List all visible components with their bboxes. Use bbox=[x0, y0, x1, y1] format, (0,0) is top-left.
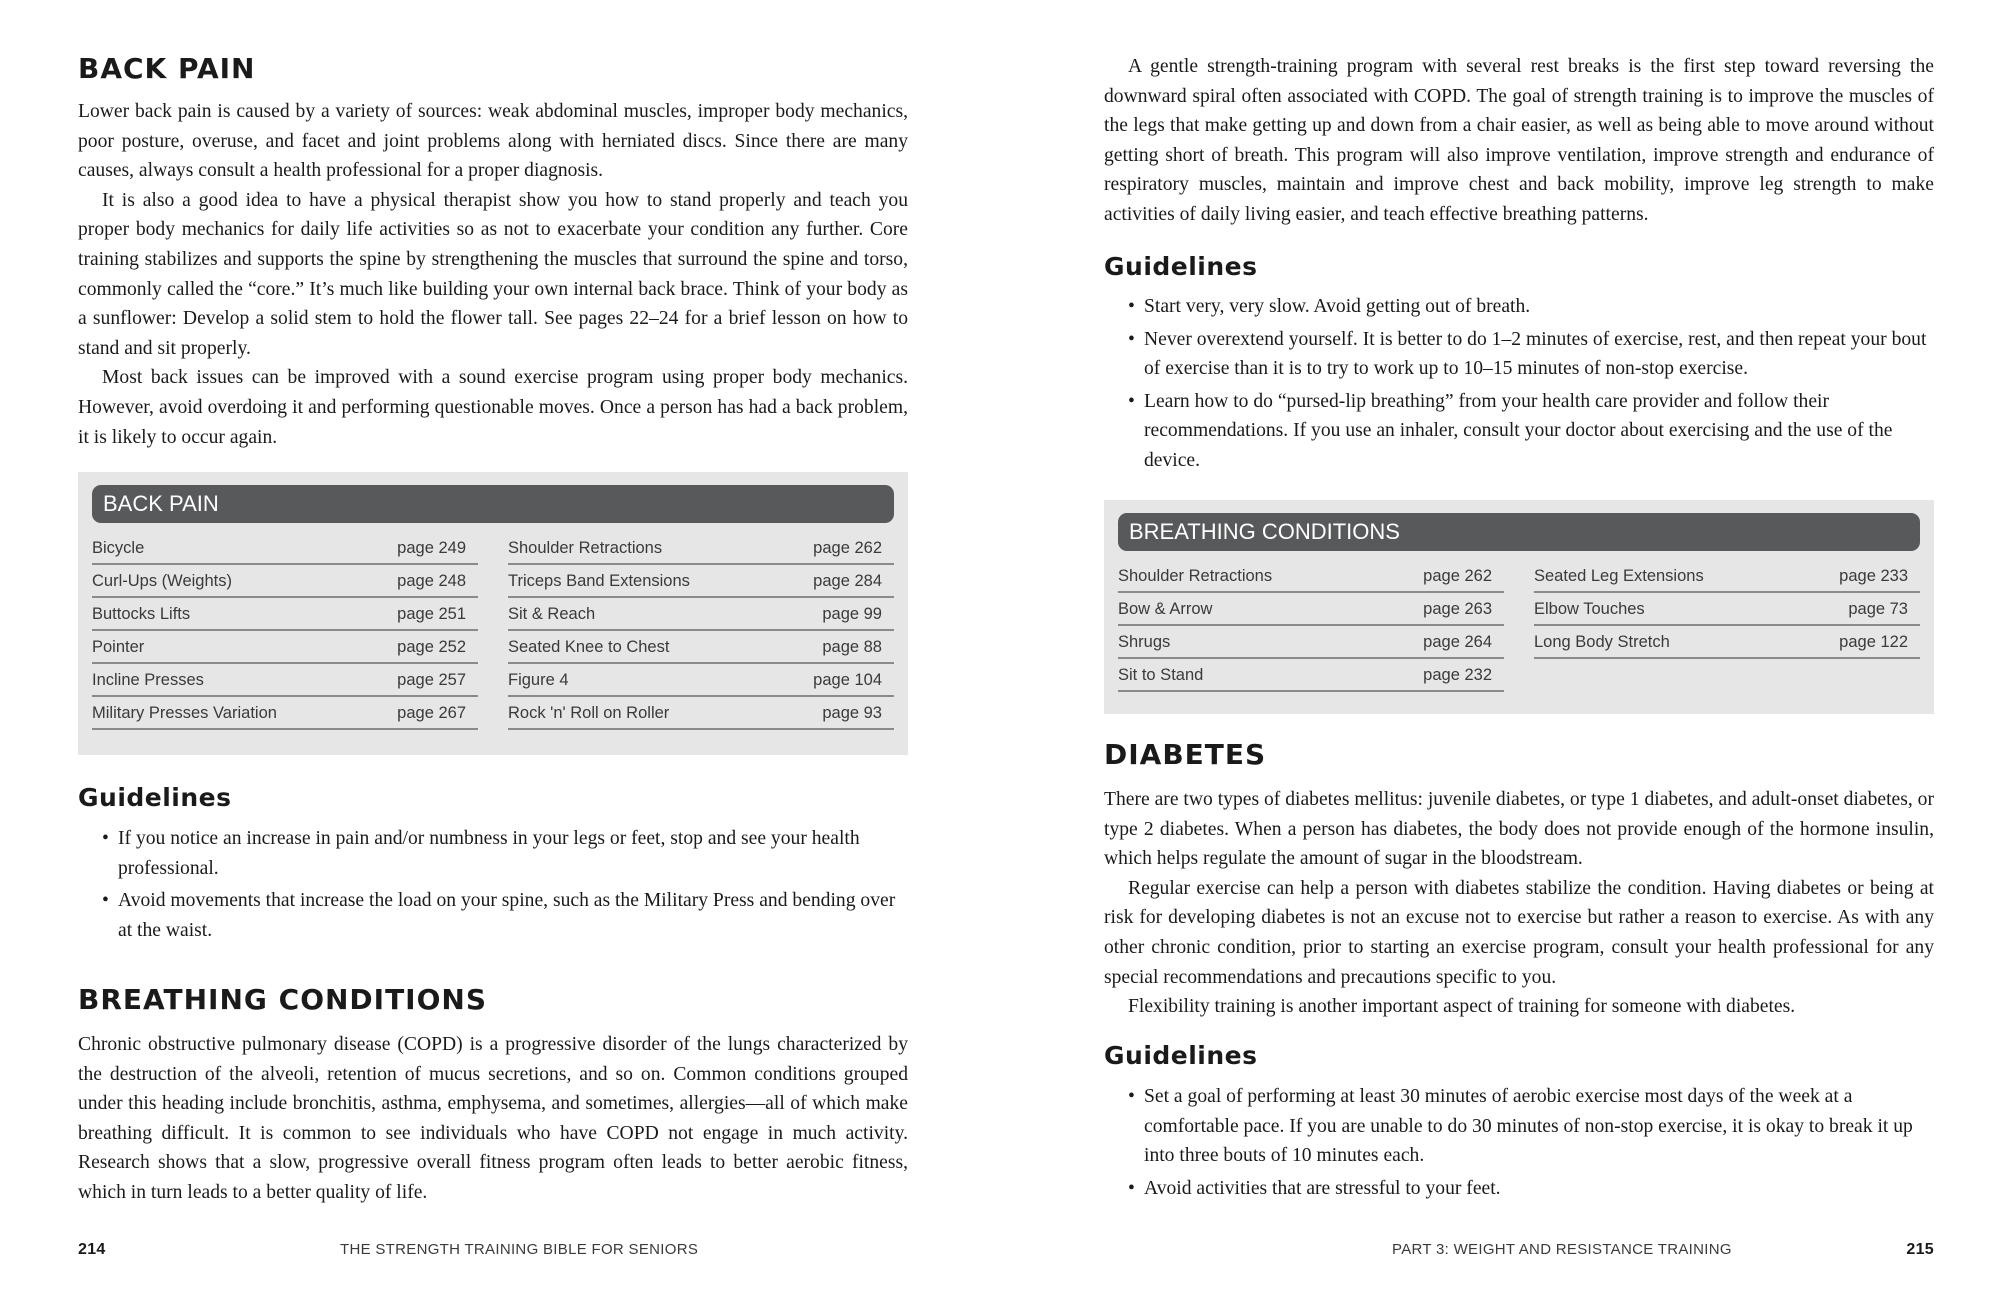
exercise-name: Curl-Ups (Weights) bbox=[92, 572, 232, 590]
paragraph: Flexibility training is another important aspect of training for someone with diabetes. bbox=[1128, 996, 1796, 1018]
list-item-text: Avoid movements that increase the load on your spine, such as the Military Press and bending over at the waist. bbox=[118, 890, 896, 941]
page-reference: page 104 bbox=[813, 671, 882, 689]
exercise-name: Military Presses Variation bbox=[92, 704, 277, 722]
list-item bbox=[78, 824, 908, 883]
table-column-right bbox=[508, 532, 894, 730]
bullet-icon: • bbox=[1128, 296, 1135, 317]
paragraph: A gentle strength-training program with several rest breaks is the first step toward reversing the downward spiral often associated with COPD. The goal of strength training is to improve the muscles of the legs that make getting up and down from a chair easier, as well as being able to move around without getting short of breath. This program will also improve ventilation, improve strength and endurance of respiratory muscles, maintain and improve chest and back mobility, improve leg strength to make activities of daily living easier, and teach effective breathing patterns. bbox=[1104, 56, 1934, 225]
table-row bbox=[508, 697, 894, 730]
page-reference: page 267 bbox=[397, 704, 466, 722]
guidelines-list bbox=[78, 824, 908, 948]
exercise-table-back-pain bbox=[78, 472, 908, 755]
paragraph: Lower back pain is caused by a variety of sources: weak abdominal muscles, improper body mechanics, poor posture, overuse, and facet and joint problems along with herniated discs. Since there are many causes, always consult a health professional for a proper diagnosis. bbox=[78, 101, 908, 182]
table-row bbox=[1534, 560, 1920, 593]
page-reference: page 233 bbox=[1839, 567, 1908, 585]
table-row bbox=[508, 631, 894, 664]
exercise-name: Shoulder Retractions bbox=[508, 539, 663, 557]
left-page bbox=[78, 0, 908, 1293]
table-column-left bbox=[92, 532, 478, 730]
list-item bbox=[1104, 1082, 1934, 1171]
diabetes-body bbox=[1104, 785, 1934, 1022]
table-row bbox=[508, 598, 894, 631]
list-item-text: Learn how to do “pursed-lip breathing” from your health care provider and follow their recommendations. If you use an inhaler, consult your doctor about exercising and the use of the device. bbox=[1144, 390, 1893, 471]
table-row bbox=[92, 532, 478, 565]
list-item-text: Start very, very slow. Avoid getting out of breath. bbox=[1144, 296, 1531, 317]
page-reference: page 264 bbox=[1423, 633, 1492, 651]
page-reference: page 251 bbox=[397, 605, 466, 623]
list-item bbox=[1104, 292, 1934, 322]
table-row bbox=[1118, 560, 1504, 593]
table-title: BACK PAIN bbox=[92, 485, 894, 523]
guidelines-heading: Guidelines bbox=[78, 783, 232, 812]
exercise-name: Figure 4 bbox=[508, 671, 569, 689]
paragraph: It is also a good idea to have a physical therapist show you how to stand properly and teach you proper body mechanics for daily life activities so as not to exacerbate your condition any further. Core training stabilizes and supports the spine by strengthening the muscles that surround the spine and torso, commonly called the “core.” It’s much like building your own internal back brace. Think of your body as a sunflower: Develop a solid stem to hold the flower tall. See pages 22–24 for a brief lesson on how to stand and sit properly. bbox=[78, 189, 908, 359]
exercise-name: Sit to Stand bbox=[1118, 666, 1204, 684]
guidelines-heading: Guidelines bbox=[1104, 252, 1258, 281]
table-row bbox=[508, 532, 894, 565]
page-reference: page 73 bbox=[1848, 600, 1908, 618]
exercise-name: Shrugs bbox=[1118, 633, 1171, 651]
exercise-name: Rock 'n' Roll on Roller bbox=[508, 704, 670, 722]
table-row bbox=[1534, 626, 1920, 659]
bullet-icon: • bbox=[102, 890, 109, 912]
page-reference: page 257 bbox=[397, 671, 466, 689]
bullet-icon: • bbox=[1128, 1177, 1135, 1199]
list-item-text: Set a goal of performing at least 30 minutes of aerobic exercise most days of the week at a comfortable pace. If you are unable to do 30 minutes of non-stop exercise, it is okay to break it up into three bouts of 10 minutes each. bbox=[1144, 1086, 1913, 1167]
exercise-name: Shoulder Retractions bbox=[1118, 567, 1273, 585]
page-reference: page 262 bbox=[1423, 567, 1492, 585]
running-head: THE STRENGTH TRAINING BIBLE FOR SENIORS bbox=[340, 1241, 699, 1258]
list-item-text: If you notice an increase in pain and/or numbness in your legs or feet, stop and see your health professional. bbox=[118, 828, 860, 879]
section-heading-back-pain: BACK PAIN bbox=[78, 52, 256, 85]
table-title: BREATHING CONDITIONS bbox=[1118, 513, 1920, 551]
list-item-text: Never overextend yourself. It is better to do 1–2 minutes of exercise, rest, and then repeat your bout of exercise than it is to try to work up to 10–15 minutes of non-stop exercise. bbox=[1144, 328, 1927, 380]
table-row bbox=[508, 565, 894, 598]
table-row bbox=[1118, 659, 1504, 692]
paragraph: Chronic obstructive pulmonary disease (COPD) is a progressive disorder of the lungs characterized by the destruction of the alveoli, retention of mucus secretions, and so on. Common conditions grouped under this heading include bronchitis, asthma, emphysema, and sometimes, allergies—all of which make breathing difficult. It is common to see individuals who have COPD not engage in much activity. Research shows that a slow, progressive overall fitness program often leads to better aerobic fitness, which in turn leads to a better quality of life. bbox=[78, 1034, 908, 1203]
bullet-icon: • bbox=[102, 828, 109, 849]
exercise-name: Bicycle bbox=[92, 539, 145, 557]
table-row bbox=[508, 664, 894, 697]
list-item bbox=[1104, 325, 1934, 384]
bullet-icon: • bbox=[1128, 328, 1135, 350]
section-heading-diabetes: DIABETES bbox=[1104, 738, 1267, 771]
page-reference: page 232 bbox=[1423, 666, 1492, 684]
paragraph: Most back issues can be improved with a sound exercise program using proper body mechanics. However, avoid overdoing it and performing questionable moves. Once a person has had a back problem, it is likely to occur again. bbox=[78, 367, 908, 448]
page-number: 214 bbox=[78, 1241, 106, 1258]
table-row bbox=[92, 697, 478, 730]
list-item bbox=[78, 886, 908, 945]
exercise-name: Bow & Arrow bbox=[1118, 600, 1213, 618]
page-reference: page 88 bbox=[822, 638, 882, 656]
exercise-name: Seated Leg Extensions bbox=[1534, 567, 1704, 585]
table-row bbox=[1534, 593, 1920, 626]
exercise-name: Incline Presses bbox=[92, 671, 204, 689]
guidelines-list bbox=[1104, 1082, 1934, 1206]
paragraph: Regular exercise can help a person with diabetes stabilize the condition. Having diabetes or being at risk for developing diabetes is not an excuse not to exercise but rather a reason to exercise. As with any other chronic condition, prior to starting an exercise program, consult your health professional for any special recommendations and precautions specific to you. bbox=[1104, 877, 1934, 988]
table-column-right bbox=[1534, 560, 1920, 659]
page-reference: page 122 bbox=[1839, 633, 1908, 651]
exercise-name: Pointer bbox=[92, 638, 145, 656]
exercise-name: Triceps Band Extensions bbox=[508, 572, 690, 590]
table-row bbox=[1118, 626, 1504, 659]
bullet-icon: • bbox=[1128, 390, 1135, 412]
exercise-name: Sit & Reach bbox=[508, 605, 596, 623]
table-column-left bbox=[1118, 560, 1504, 692]
table-row bbox=[92, 598, 478, 631]
page-reference: page 93 bbox=[822, 704, 882, 722]
right-page bbox=[1104, 0, 1934, 1293]
back-pain-body bbox=[78, 97, 908, 452]
table-row bbox=[92, 631, 478, 664]
page-number: 215 bbox=[1906, 1241, 1934, 1258]
page-reference: page 99 bbox=[822, 605, 882, 623]
exercise-name: Long Body Stretch bbox=[1534, 633, 1670, 651]
exercise-table-breathing bbox=[1104, 500, 1934, 714]
table-row bbox=[92, 565, 478, 598]
exercise-name: Buttocks Lifts bbox=[92, 605, 191, 623]
section-heading-breathing: BREATHING CONDITIONS bbox=[78, 983, 488, 1016]
list-item-text: Avoid activities that are stressful to your feet. bbox=[1144, 1177, 1501, 1199]
running-head: PART 3: WEIGHT AND RESISTANCE TRAINING bbox=[1392, 1241, 1732, 1258]
page-reference: page 263 bbox=[1423, 600, 1492, 618]
list-item bbox=[1104, 1174, 1934, 1204]
page-reference: page 249 bbox=[397, 539, 466, 557]
list-item bbox=[1104, 387, 1934, 476]
page-reference: page 262 bbox=[813, 539, 882, 557]
bullet-icon: • bbox=[1128, 1086, 1135, 1107]
table-row bbox=[92, 664, 478, 697]
table-row bbox=[1118, 593, 1504, 626]
guidelines-list bbox=[1104, 292, 1934, 479]
exercise-name: Seated Knee to Chest bbox=[508, 638, 670, 656]
page-reference: page 248 bbox=[397, 572, 466, 590]
guidelines-heading: Guidelines bbox=[1104, 1041, 1258, 1070]
page-reference: page 284 bbox=[813, 572, 882, 590]
exercise-name: Elbow Touches bbox=[1534, 600, 1645, 618]
paragraph: There are two types of diabetes mellitus: juvenile diabetes, or type 1 diabetes, and adult-onset diabetes, or type 2 diabetes. When a person has diabetes, the body does not provide enough of the hormone insulin, which helps regulate the amount of sugar in the bloodstream. bbox=[1104, 789, 1934, 870]
page-reference: page 252 bbox=[397, 638, 466, 656]
